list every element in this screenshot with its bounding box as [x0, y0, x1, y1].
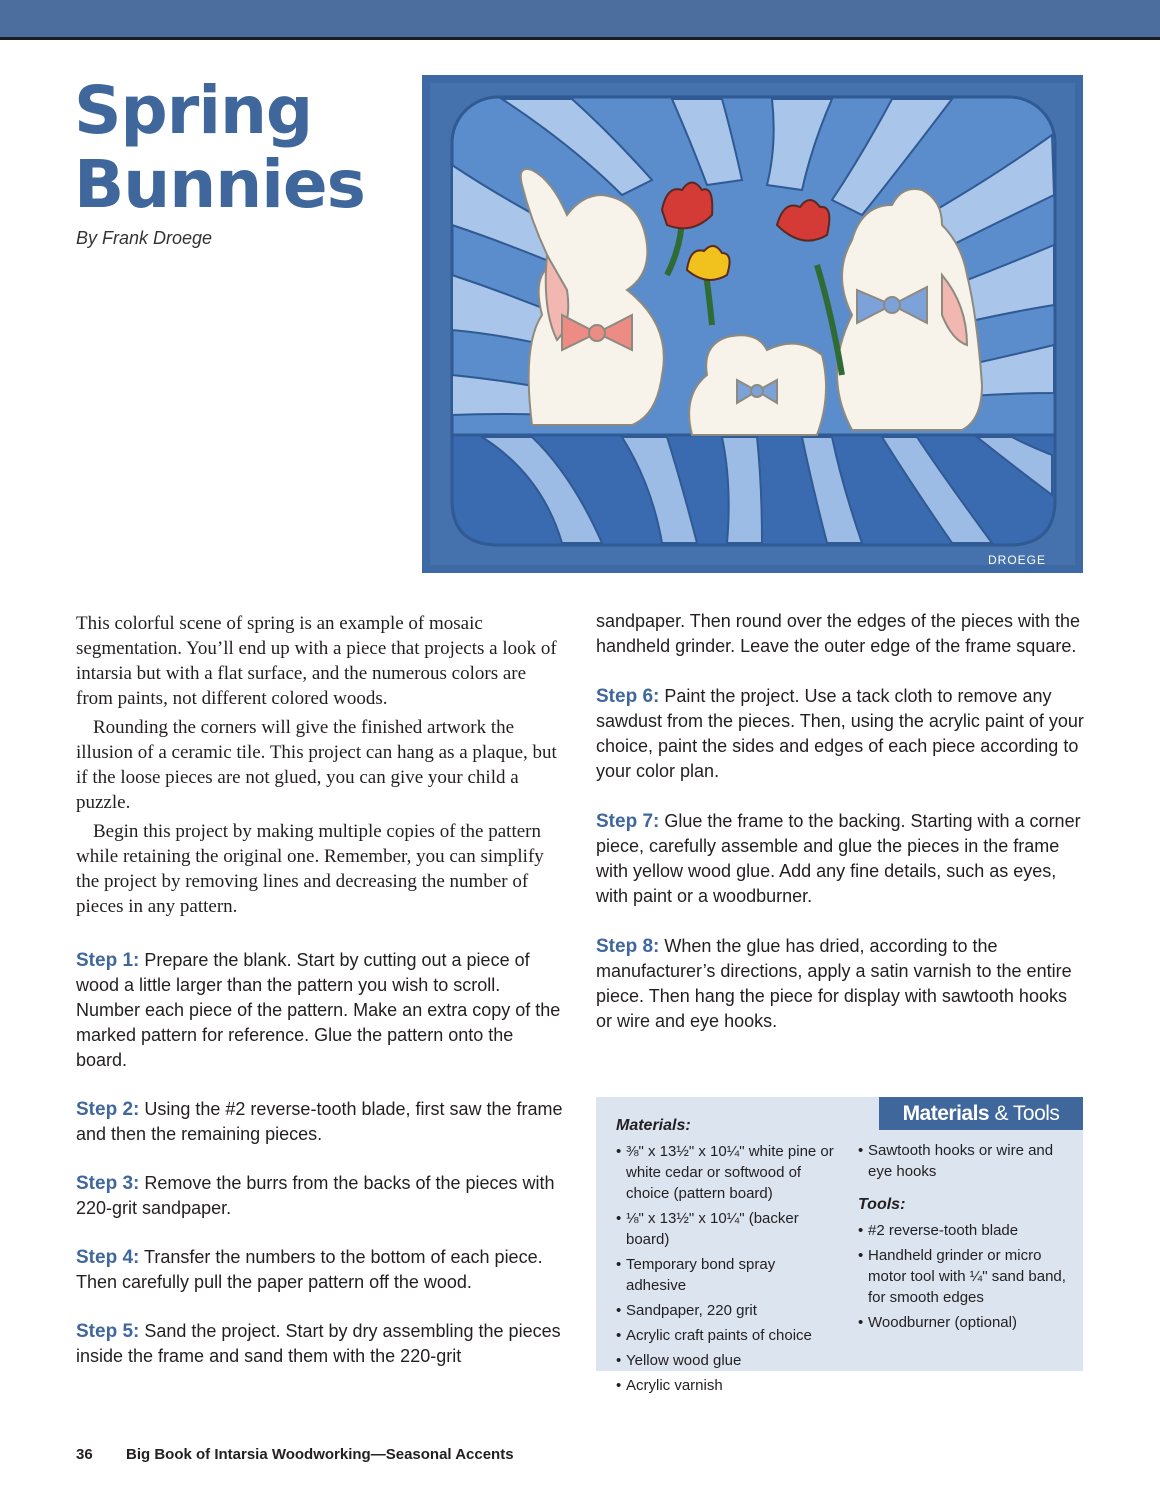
list-item: • ⅜" x 13½" x 10¼" white pine or white cedar or softwood of choice (pattern board): [616, 1141, 836, 1204]
header-bar: [0, 0, 1160, 40]
list-item: • Sandpaper, 220 grit: [616, 1300, 836, 1321]
list-item: • Acrylic craft paints of choice: [616, 1325, 836, 1346]
intro-paragraph-3: Begin this project by making multiple copies of the pattern while retaining the original one. Remember, you can simplify the project by removing lines and decreasing the number of pieces in any pattern.: [76, 821, 544, 917]
step-text: Using the #2 reverse-tooth blade, first saw the frame and then the remaining pieces.: [76, 1099, 563, 1144]
page-title: [74, 74, 365, 222]
step-text: Paint the project. Use a tack cloth to remove any sawdust from the pieces. Then, using the acrylic paint of your choice, paint the sides and edges of each piece according to your color plan.: [596, 686, 1084, 781]
step-label: Step 1:: [76, 950, 140, 971]
artwork-signature: DROEGE: [987, 553, 1047, 567]
page-footer: [76, 1446, 514, 1463]
title-line-2: Bunnies: [74, 146, 365, 223]
book-title: Big Book of Intarsia Woodworking—Seasonal Accents: [126, 1446, 514, 1463]
list-item: • Temporary bond spray adhesive: [616, 1254, 836, 1296]
step-label: Step 3:: [76, 1173, 140, 1194]
step-text: When the glue has dried, according to the manufacturer’s directions, apply a satin varnish to the entire piece. Then hang the piece for display with sawtooth hooks or wire and eye hooks.: [596, 936, 1072, 1031]
step-5: [76, 1319, 566, 1369]
step-text: Transfer the numbers to the bottom of each piece. Then carefully pull the paper pattern off the wood.: [76, 1247, 543, 1292]
list-item: • Yellow wood glue: [616, 1350, 836, 1371]
step-label: Step 5:: [76, 1321, 140, 1342]
list-item: • #2 reverse-tooth blade: [858, 1220, 1073, 1241]
step-8: [596, 934, 1086, 1034]
right-column: [596, 609, 1086, 1059]
materials-tools-box: [596, 1097, 1083, 1394]
step-text: Prepare the blank. Start by cutting out a piece of wood a little larger than the pattern you wish to scroll. Number each piece of the pattern. Make an extra copy of the marked pattern for reference. Glue the pattern onto the board.: [76, 950, 561, 1070]
tools-column: [858, 1140, 1073, 1337]
step-2: [76, 1097, 566, 1147]
intro: [76, 611, 566, 919]
byline: By Frank Droege: [76, 228, 213, 248]
tools-list: [858, 1220, 1073, 1333]
step-3: [76, 1171, 566, 1221]
step-label: Step 6:: [596, 686, 660, 707]
step-text: Remove the burrs from the backs of the pieces with 220-grit sandpaper.: [76, 1173, 555, 1218]
materials-tools-badge: Materials & Tools: [879, 1097, 1083, 1130]
step-label: Step 7:: [596, 811, 660, 832]
materials-extra-list: [858, 1140, 1073, 1182]
intro-paragraph-1: This colorful scene of spring is an example of mosaic segmentation. You’ll end up with a piece that projects a look of intarsia but with a flat surface, and the numerous colors are from paints, not different colored woods.: [76, 613, 557, 709]
spring-bunnies-artwork: [422, 75, 1083, 573]
list-item: • Woodburner (optional): [858, 1312, 1073, 1333]
step-5-continued: sandpaper. Then round over the edges of the pieces with the handheld grinder. Leave the outer edge of the frame square.: [596, 611, 1081, 656]
list-item: • Acrylic varnish: [616, 1375, 836, 1396]
step-4: [76, 1245, 566, 1295]
step-text: Glue the frame to the backing. Starting with a corner piece, carefully assemble and glue the pieces in the frame with yellow wood glue. Add any fine details, such as eyes, with paint or a woodburner.: [596, 811, 1081, 906]
step-label: Step 4:: [76, 1247, 140, 1268]
materials-list: [616, 1141, 836, 1396]
step-label: Step 8:: [596, 936, 660, 957]
intro-paragraph-2: Rounding the corners will give the finished artwork the illusion of a ceramic tile. This project can hang as a plaque, but if the loose pieces are not glued, you can give your child a puzzle.: [76, 717, 557, 813]
tools-heading: Tools:: [858, 1196, 906, 1213]
list-item: • Sawtooth hooks or wire and eye hooks: [858, 1140, 1073, 1182]
title-line-1: Spring: [74, 72, 313, 149]
step-1: [76, 948, 566, 1073]
baby-bunny: [689, 335, 826, 435]
step-text: Sand the project. Start by dry assembling the pieces inside the frame and sand them with the 220-grit: [76, 1321, 561, 1366]
materials-heading: Materials:: [616, 1117, 691, 1134]
list-item: • ⅛" x 13½" x 10¼" (backer board): [616, 1208, 836, 1250]
step-label: Step 2:: [76, 1099, 140, 1120]
step-7: [596, 809, 1086, 909]
step-6: [596, 684, 1086, 784]
left-column: [76, 611, 566, 1393]
list-item: • Handheld grinder or micro motor tool with ¼" sand band, for smooth edges: [858, 1245, 1073, 1308]
materials-column: [616, 1117, 836, 1400]
page-number: 36: [76, 1446, 93, 1463]
